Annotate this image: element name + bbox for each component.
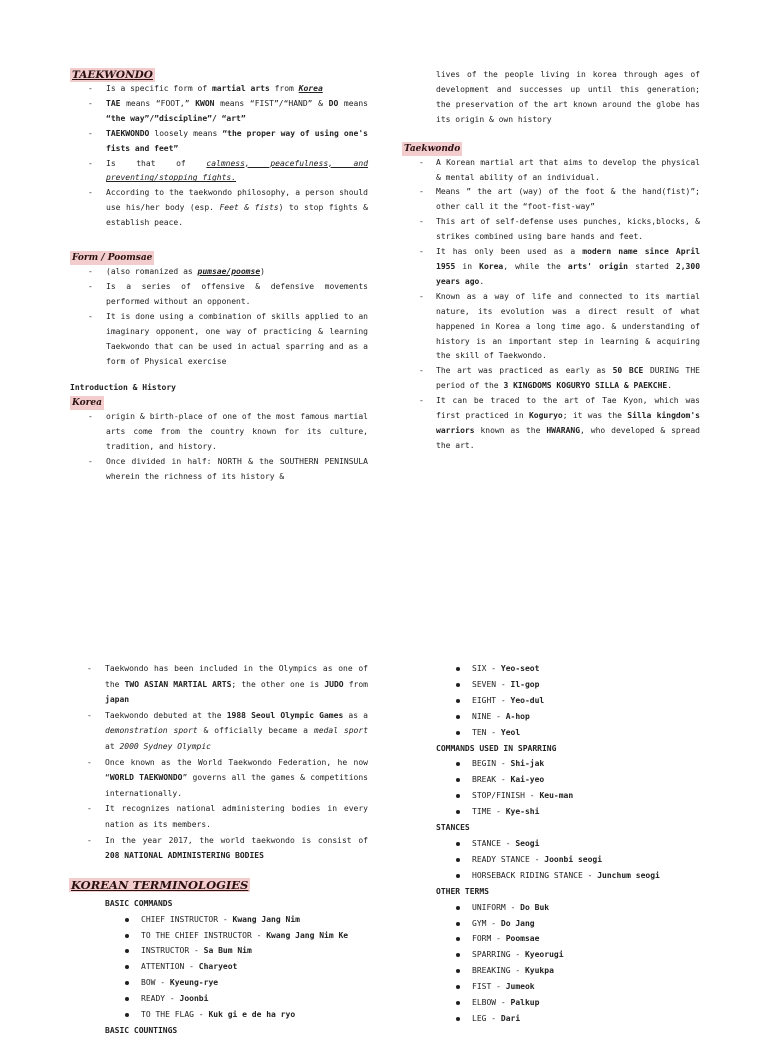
list-item: - TAE means “FOOT,” KWON means “FIST”/“HAND” & DO means “the way”/”discipline”/ “art”	[70, 97, 368, 127]
stances-label: STANCES	[436, 823, 470, 833]
term-item: STANCE - Seogi	[436, 836, 700, 852]
list-item: - TAEKWONDO loosely means “the proper way of using one's fists and feet”	[70, 127, 368, 157]
continued-paragraph: lives of the people living in korea through ages of development and successes up until this generation; the preservation of the art known around the globe has its origin & own history	[436, 70, 700, 124]
page1-left-column	[70, 68, 368, 485]
term-item: TO THE FLAG - Kuk gi e de ha ryo	[105, 1007, 368, 1023]
list-item: - A Korean martial art that aims to develop the physical & mental ability of an individual.	[402, 156, 700, 186]
section-heading-taekwondo-2: Taekwondo	[404, 143, 461, 154]
term-item: FORM - Poomsae	[436, 931, 700, 947]
section-heading-taekwondo: TAEKWONDO	[72, 69, 153, 81]
term-item: READY - Joonbi	[105, 991, 368, 1007]
term-item: BREAKING - Kyukpa	[436, 963, 700, 979]
list-item: - Once known as the World Taekwondo Federation, he now “WORLD TAEKWONDO” governs all the games & competitions internationally.	[87, 755, 368, 802]
list-item: - It can be traced to the art of Tae Kyon, which was first practiced in Koguryo; it was the Silla kingdom's warriors known as the HWARANG, who developed & spread the art.	[402, 394, 700, 454]
list-item: - The art was practiced as early as 50 BCE DURING THE period of the 3 KINGDOMS KOGURYO SILLA & PAEKCHE.	[402, 364, 700, 394]
page2-left-column	[71, 661, 369, 1039]
list-item: - Is that of calmness, peacefulness, and preventing/stopping fights.	[70, 157, 368, 187]
basic-countings-label: BASIC COUNTINGS	[105, 1025, 178, 1035]
term-item: BEGIN - Shi-jak	[436, 756, 700, 772]
term-item: STOP/FINISH - Keu-man	[436, 788, 700, 804]
section-heading-intro: Introduction & History	[70, 383, 176, 393]
taekwondo-history-list	[402, 156, 700, 454]
list-item: - According to the taekwondo philosophy, a person should use his/her body (esp. Feet & fists) to stop fights & establish peace.	[70, 186, 368, 231]
page1-right-column	[402, 68, 700, 454]
term-item: EIGHT - Yeo-dul	[436, 693, 700, 709]
stances-list	[436, 836, 700, 884]
basic-commands-list	[87, 912, 368, 1023]
list-item: - Is a series of offensive & defensive movements performed without an opponent.	[70, 280, 368, 310]
term-item: INSTRUCTOR - Sa Bum Nim	[105, 943, 368, 959]
term-item: GYM - Do Jang	[436, 916, 700, 932]
taekwondo-list	[70, 82, 368, 231]
basic-commands-label: BASIC COMMANDS	[105, 898, 173, 908]
term-item: LEG - Dari	[436, 1011, 700, 1027]
term-item: FIST - Jumeok	[436, 979, 700, 995]
list-item: - Means ” the art (way) of the foot & the hand(fist)”; other call it the “foot-fist-way”	[402, 185, 700, 215]
list-item: - It has only been used as a modern name since April 1955 in Korea, while the arts' origin started 2,300 years ago.	[402, 245, 700, 290]
term-item: ATTENTION - Charyeot	[105, 959, 368, 975]
section-heading-form: Form / Poomsae	[72, 253, 153, 264]
form-list	[70, 265, 368, 369]
list-item: - Known as a way of life and connected to its martial nature, its evolution was a direct result of what happened in Korea a long time ago. & understanding of history is an important step in learning & acquiring the skill of Taekwondo.	[402, 290, 700, 365]
sparring-label: COMMANDS USED IN SPARRING	[436, 743, 557, 753]
list-item: - (also romanized as pumsae/poomse)	[70, 265, 368, 280]
term-item: TIME - Kye-shi	[436, 804, 700, 820]
term-item: UNIFORM - Do Buk	[436, 900, 700, 916]
list-item: - Taekwondo has been included in the Olympics as one of the TWO ASIAN MARTIAL ARTS; the other one is JUDO from japan	[87, 661, 368, 708]
term-item: CHIEF INSTRUCTOR - Kwang Jang Nim	[105, 912, 368, 928]
term-item: BOW - Kyeung-rye	[105, 975, 368, 991]
list-item: - Taekwondo debuted at the 1988 Seoul Olympic Games as a demonstration sport & officially became a medal sport at 2000 Sydney Olympic	[87, 708, 368, 755]
term-item: READY STANCE - Joonbi seogi	[436, 852, 700, 868]
korea-list	[70, 410, 368, 485]
list-item: - It is done using a combination of skills applied to an imaginary opponent, one way of practicing & learning Taekwondo that can be used in actual sparring and as a form of Physical exercise	[70, 310, 368, 370]
term-item: SIX - Yeo-seot	[436, 661, 700, 677]
list-item: - In the year 2017, the world taekwondo is consist of 208 NATIONAL ADMINISTERING BODIES	[87, 833, 368, 864]
term-item: TEN - Yeol	[436, 725, 700, 741]
term-item: BREAK - Kai-yeo	[436, 772, 700, 788]
term-item: SPARRING - Kyeorugi	[436, 947, 700, 963]
list-item: - This art of self-defense uses punches, kicks,blocks, & strikes combined using bare hands and feet.	[402, 215, 700, 245]
section-heading-terminologies: KOREAN TERMINOLOGIES	[71, 877, 249, 892]
countings-list	[436, 661, 700, 741]
page2-right-column	[436, 661, 700, 1027]
section-heading-korea: Korea	[72, 398, 102, 409]
term-item: TO THE CHIEF INSTRUCTOR - Kwang Jang Nim Ke	[105, 928, 368, 944]
list-item: - Once divided in half: NORTH & the SOUTHERN PENINSULA wherein the richness of its history &	[70, 455, 368, 485]
list-item: - It recognizes national administering bodies in every nation as its members.	[87, 801, 368, 832]
term-item: HORSEBACK RIDING STANCE - Junchum seogi	[436, 868, 700, 884]
list-item: - origin & birth-place of one of the most famous martial arts come from the country known for its culture, tradition, and history.	[70, 410, 368, 455]
term-item: NINE - A-hop	[436, 709, 700, 725]
list-item: - Is a specific form of martial arts from Korea	[70, 82, 368, 97]
term-item: SEVEN - Il-gop	[436, 677, 700, 693]
term-item: ELBOW - Palkup	[436, 995, 700, 1011]
other-terms-list	[436, 900, 700, 1027]
other-terms-label: OTHER TERMS	[436, 886, 489, 896]
olympics-list	[87, 661, 368, 864]
sparring-list	[436, 756, 700, 820]
